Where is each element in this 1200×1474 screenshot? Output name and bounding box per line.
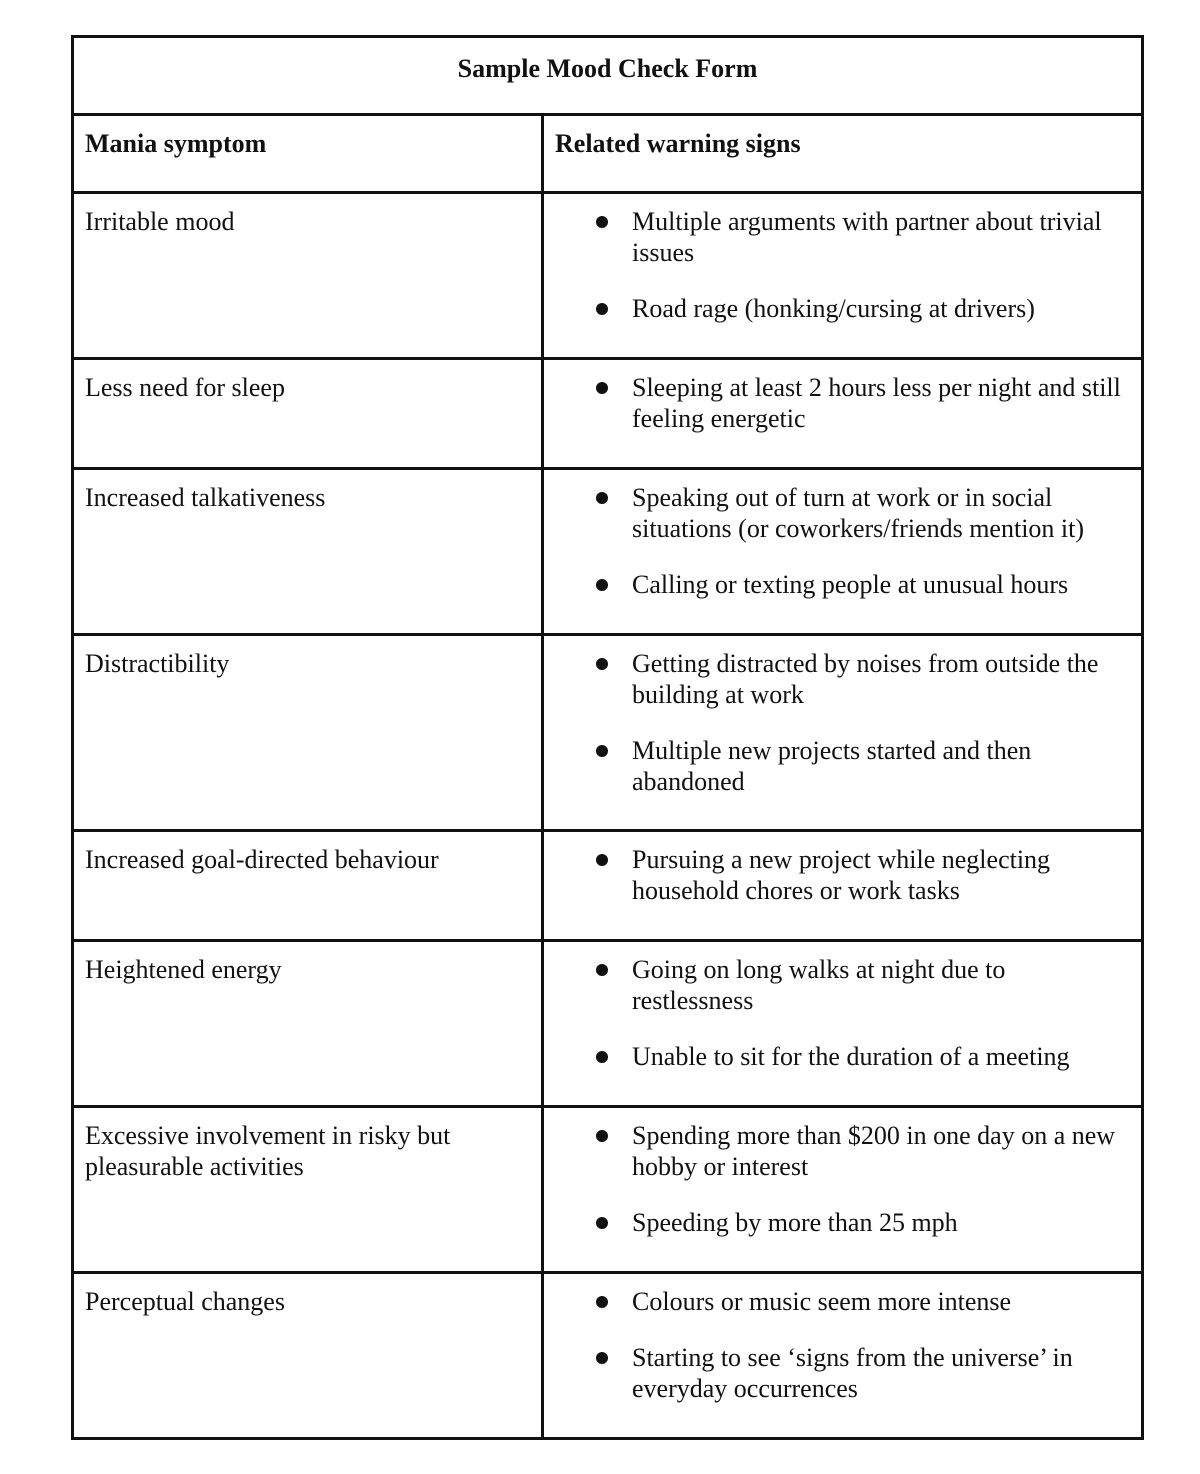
- warning-signs-cell: [543, 1273, 1143, 1439]
- warning-signs-list: [544, 832, 1141, 926]
- warning-sign-text: Sleeping at least 2 hours less per night and still feeling energetic: [632, 373, 1121, 433]
- warning-signs-cell: [543, 469, 1143, 635]
- list-item: [544, 1041, 1131, 1072]
- symptom-cell: [73, 831, 543, 941]
- warning-signs-cell: [543, 635, 1143, 831]
- list-item: [544, 1120, 1131, 1182]
- warning-sign-text: Speeding by more than 25 mph: [632, 1208, 958, 1237]
- form-title: Sample Mood Check Form: [457, 54, 758, 83]
- list-item: [544, 844, 1131, 906]
- symptom-text: Increased goal-directed behaviour: [85, 845, 439, 874]
- warning-sign-text: Spending more than $200 in one day on a new hobby or interest: [632, 1121, 1116, 1181]
- symptom-text: Excessive involvement in risky but pleasurable activities: [85, 1121, 451, 1181]
- symptom-cell: [73, 359, 543, 469]
- bullet-icon: [596, 579, 608, 591]
- table-row: [73, 1107, 1143, 1273]
- list-item: [544, 569, 1131, 600]
- list-item: [544, 1342, 1131, 1404]
- warning-sign-text: Road rage (honking/cursing at drivers): [632, 294, 1035, 323]
- symptom-text: Less need for sleep: [85, 373, 285, 402]
- warning-signs-cell: [543, 1107, 1143, 1273]
- warning-signs-list: [544, 1274, 1141, 1424]
- list-item: [544, 482, 1131, 544]
- warning-sign-text: Multiple new projects started and then abandoned: [632, 736, 1032, 796]
- table-row: [73, 359, 1143, 469]
- mood-check-form-table: [71, 35, 1144, 1440]
- table-row: [73, 193, 1143, 359]
- list-item: [544, 735, 1131, 797]
- warning-sign-text: Starting to see ‘signs from the universe’ in everyday occurrences: [632, 1343, 1073, 1403]
- bullet-icon: [596, 216, 608, 228]
- warning-sign-text: Going on long walks at night due to restlessness: [632, 955, 1006, 1015]
- list-item: [544, 648, 1131, 710]
- table-row: [73, 941, 1143, 1107]
- table-row: [73, 635, 1143, 831]
- warning-signs-list: [544, 636, 1141, 817]
- table-row: [73, 831, 1143, 941]
- symptom-cell: [73, 469, 543, 635]
- bullet-icon: [596, 1051, 608, 1063]
- list-item: [544, 954, 1131, 1016]
- warning-sign-text: Multiple arguments with partner about trivial issues: [632, 207, 1102, 267]
- column-header-warning-signs-label: Related warning signs: [555, 129, 801, 158]
- bullet-icon: [596, 1296, 608, 1308]
- symptom-cell: [73, 193, 543, 359]
- bullet-icon: [596, 1352, 608, 1364]
- bullet-icon: [596, 382, 608, 394]
- symptom-text: Increased talkativeness: [85, 483, 326, 512]
- warning-signs-cell: [543, 359, 1143, 469]
- list-item: [544, 372, 1131, 434]
- symptom-text: Heightened energy: [85, 955, 282, 984]
- column-header-warning-signs: [543, 115, 1143, 193]
- warning-sign-text: Colours or music seem more intense: [632, 1287, 1012, 1316]
- column-header-row: [73, 115, 1143, 193]
- form-body: [73, 193, 1143, 1439]
- bullet-icon: [596, 1130, 608, 1142]
- list-item: [544, 206, 1131, 268]
- list-item: [544, 1207, 1131, 1238]
- column-header-symptom-label: Mania symptom: [85, 129, 267, 158]
- warning-sign-text: Getting distracted by noises from outside the building at work: [632, 649, 1099, 709]
- bullet-icon: [596, 303, 608, 315]
- warning-signs-cell: [543, 831, 1143, 941]
- list-item: [544, 1286, 1131, 1317]
- title-row: [73, 37, 1143, 115]
- column-header-symptom: [73, 115, 543, 193]
- warning-sign-text: Unable to sit for the duration of a meeting: [632, 1042, 1070, 1071]
- symptom-text: Perceptual changes: [85, 1287, 285, 1316]
- list-item: [544, 293, 1131, 324]
- symptom-cell: [73, 941, 543, 1107]
- symptom-text: Irritable mood: [85, 207, 235, 236]
- bullet-icon: [596, 1217, 608, 1229]
- bullet-icon: [596, 854, 608, 866]
- warning-signs-list: [544, 194, 1141, 344]
- bullet-icon: [596, 745, 608, 757]
- warning-signs-list: [544, 1108, 1141, 1258]
- warning-signs-list: [544, 470, 1141, 620]
- warning-signs-cell: [543, 941, 1143, 1107]
- warning-signs-list: [544, 360, 1141, 454]
- table-row: [73, 1273, 1143, 1439]
- warning-signs-list: [544, 942, 1141, 1092]
- symptom-text: Distractibility: [85, 649, 230, 678]
- bullet-icon: [596, 492, 608, 504]
- warning-sign-text: Pursuing a new project while neglecting household chores or work tasks: [632, 845, 1051, 905]
- table-row: [73, 469, 1143, 635]
- bullet-icon: [596, 964, 608, 976]
- warning-sign-text: Calling or texting people at unusual hours: [632, 570, 1069, 599]
- warning-signs-cell: [543, 193, 1143, 359]
- warning-sign-text: Speaking out of turn at work or in social situations (or coworkers/friends mention it): [632, 483, 1085, 543]
- symptom-cell: [73, 635, 543, 831]
- bullet-icon: [596, 658, 608, 670]
- symptom-cell: [73, 1107, 543, 1273]
- form-title-cell: [73, 37, 1143, 115]
- symptom-cell: [73, 1273, 543, 1439]
